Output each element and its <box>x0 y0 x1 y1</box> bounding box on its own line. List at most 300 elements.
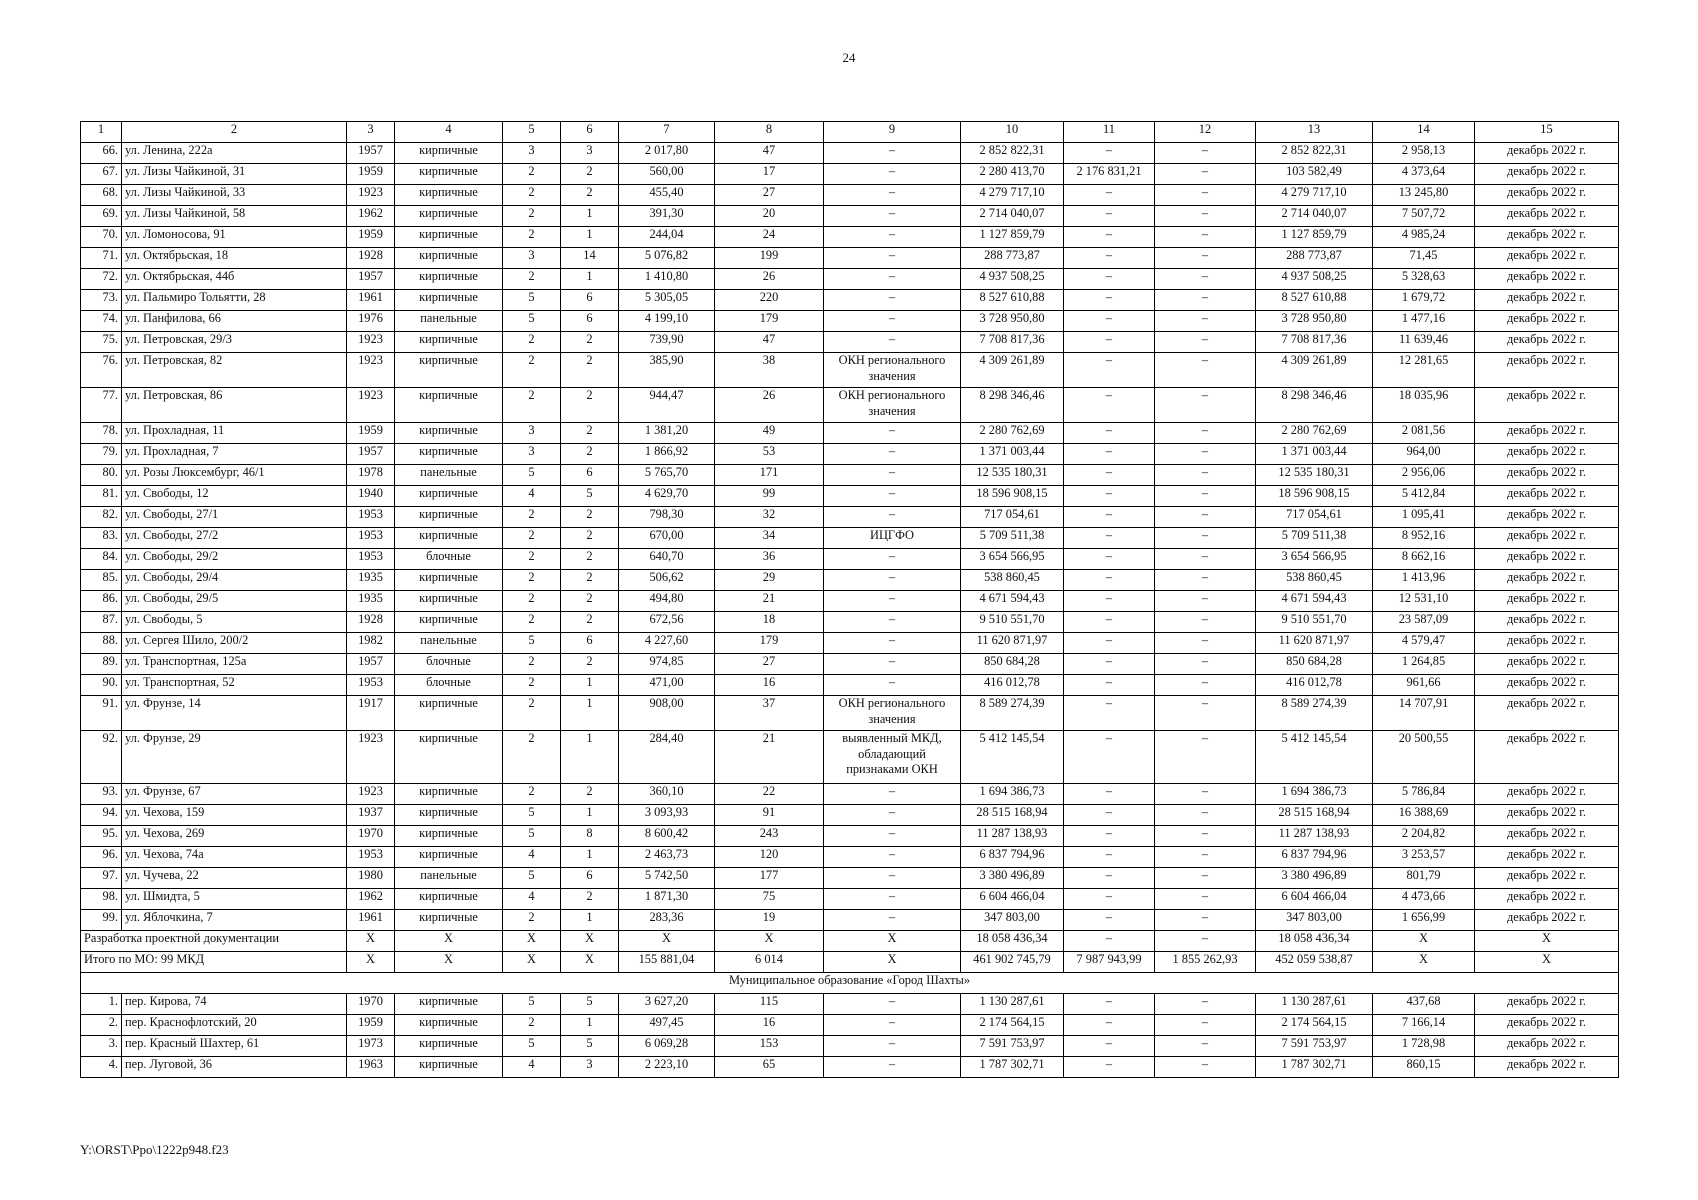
cell-f: 2 <box>503 185 561 206</box>
cell-date: декабрь 2022 г. <box>1475 507 1619 528</box>
cell-c14: 5 412,84 <box>1373 486 1475 507</box>
cell-addr: ул. Петровская, 86 <box>122 388 347 423</box>
table-row <box>81 570 1619 591</box>
cell-year: 1957 <box>347 269 395 290</box>
cell-c12: – <box>1155 633 1256 654</box>
cell-year: 1953 <box>347 847 395 868</box>
column-header: 3 <box>347 122 395 143</box>
cell-c15: Х <box>1475 952 1619 973</box>
cell-c11: – <box>1064 910 1155 931</box>
cell-cost: 4 279 717,10 <box>961 185 1064 206</box>
cell-c13: 7 708 817,36 <box>1256 332 1373 353</box>
file-path-footer: Y:\ORST\Ppo\1222p948.f23 <box>80 1142 229 1157</box>
cell-mat: кирпичные <box>395 143 503 164</box>
cell-c9: Х <box>824 952 961 973</box>
cell-cost: 4 937 508,25 <box>961 269 1064 290</box>
cell-addr: ул. Чехова, 159 <box>122 805 347 826</box>
cell-c5: Х <box>503 952 561 973</box>
cell-e: 3 <box>561 1057 619 1078</box>
cell-note: – <box>824 549 961 570</box>
cell-c14: 12 531,10 <box>1373 591 1475 612</box>
cell-c13: 5 709 511,38 <box>1256 528 1373 549</box>
cell-c7: 155 881,04 <box>619 952 715 973</box>
cell-res: 19 <box>715 910 824 931</box>
cell-c12: – <box>1155 591 1256 612</box>
cell-area: 3 093,93 <box>619 805 715 826</box>
cell-mat: кирпичные <box>395 206 503 227</box>
table-row <box>81 1015 1619 1036</box>
cell-res: 29 <box>715 570 824 591</box>
cell-year: 1963 <box>347 1057 395 1078</box>
cell-area: 908,00 <box>619 696 715 731</box>
cell-mat: кирпичные <box>395 486 503 507</box>
cell-n: 93. <box>81 784 122 805</box>
cell-date: декабрь 2022 г. <box>1475 696 1619 731</box>
cell-n: 2. <box>81 1015 122 1036</box>
cell-c14: 71,45 <box>1373 248 1475 269</box>
cell-n: 89. <box>81 654 122 675</box>
cell-year: 1953 <box>347 549 395 570</box>
cell-year: 1978 <box>347 465 395 486</box>
cell-cost: 6 604 466,04 <box>961 889 1064 910</box>
cell-c12: – <box>1155 570 1256 591</box>
cell-e: 5 <box>561 1036 619 1057</box>
cell-date: декабрь 2022 г. <box>1475 227 1619 248</box>
cell-c11: – <box>1064 889 1155 910</box>
cell-f: 5 <box>503 868 561 889</box>
cell-c12: 1 855 262,93 <box>1155 952 1256 973</box>
cell-c8: Х <box>715 931 824 952</box>
cell-addr: ул. Лизы Чайкиной, 31 <box>122 164 347 185</box>
cell-cost: 416 012,78 <box>961 675 1064 696</box>
cell-n: 3. <box>81 1036 122 1057</box>
cell-c14: 2 204,82 <box>1373 826 1475 847</box>
cell-addr: ул. Октябрьская, 44б <box>122 269 347 290</box>
cell-year: 1976 <box>347 311 395 332</box>
cell-note: – <box>824 311 961 332</box>
cell-mat: кирпичные <box>395 1057 503 1078</box>
cell-f: 5 <box>503 465 561 486</box>
cell-addr: ул. Ленина, 222а <box>122 143 347 164</box>
cell-date: декабрь 2022 г. <box>1475 889 1619 910</box>
table-body <box>81 122 1619 1078</box>
cell-c11: – <box>1064 654 1155 675</box>
cell-addr: ул. Лизы Чайкиной, 58 <box>122 206 347 227</box>
cell-area: 360,10 <box>619 784 715 805</box>
cell-date: декабрь 2022 г. <box>1475 185 1619 206</box>
cell-n: 69. <box>81 206 122 227</box>
cell-date: декабрь 2022 г. <box>1475 269 1619 290</box>
cell-e: 6 <box>561 311 619 332</box>
cell-c11: – <box>1064 269 1155 290</box>
cell-note: – <box>824 1036 961 1057</box>
cell-f: 2 <box>503 507 561 528</box>
cell-c11: – <box>1064 311 1155 332</box>
cell-note: – <box>824 465 961 486</box>
cell-c14: 1 656,99 <box>1373 910 1475 931</box>
cell-addr: ул. Фрунзе, 67 <box>122 784 347 805</box>
cell-addr: ул. Петровская, 82 <box>122 353 347 388</box>
cell-area: 672,56 <box>619 612 715 633</box>
cell-c13: 11 620 871,97 <box>1256 633 1373 654</box>
cell-date: декабрь 2022 г. <box>1475 784 1619 805</box>
cell-date: декабрь 2022 г. <box>1475 388 1619 423</box>
cell-cost: 12 535 180,31 <box>961 465 1064 486</box>
cell-c13: 5 412 145,54 <box>1256 731 1373 784</box>
cell-cost: 4 309 261,89 <box>961 353 1064 388</box>
cell-c11: – <box>1064 570 1155 591</box>
cell-res: 24 <box>715 227 824 248</box>
cell-addr: ул. Прохладная, 11 <box>122 423 347 444</box>
cell-e: 8 <box>561 826 619 847</box>
table-row <box>81 290 1619 311</box>
cell-c4: Х <box>395 931 503 952</box>
table-row <box>81 332 1619 353</box>
cell-date: декабрь 2022 г. <box>1475 528 1619 549</box>
cell-area: 3 627,20 <box>619 994 715 1015</box>
cell-e: 3 <box>561 143 619 164</box>
cell-c14: 7 507,72 <box>1373 206 1475 227</box>
cell-c13: 4 671 594,43 <box>1256 591 1373 612</box>
cell-area: 4 629,70 <box>619 486 715 507</box>
cell-c13: 6 604 466,04 <box>1256 889 1373 910</box>
cell-date: декабрь 2022 г. <box>1475 633 1619 654</box>
cell-e: 1 <box>561 675 619 696</box>
cell-c11: 7 987 943,99 <box>1064 952 1155 973</box>
cell-c12: – <box>1155 353 1256 388</box>
cell-year: 1961 <box>347 290 395 311</box>
cell-c11: – <box>1064 290 1155 311</box>
cell-e: 1 <box>561 847 619 868</box>
cell-cost: 2 174 564,15 <box>961 1015 1064 1036</box>
cell-mat: кирпичные <box>395 591 503 612</box>
cell-c13: 28 515 168,94 <box>1256 805 1373 826</box>
cell-f: 2 <box>503 731 561 784</box>
cell-mat: кирпичные <box>395 269 503 290</box>
table-row <box>81 868 1619 889</box>
cell-res: 153 <box>715 1036 824 1057</box>
cell-date: декабрь 2022 г. <box>1475 1057 1619 1078</box>
cell-date: декабрь 2022 г. <box>1475 486 1619 507</box>
cell-res: 16 <box>715 675 824 696</box>
cell-c13: 12 535 180,31 <box>1256 465 1373 486</box>
cell-addr: ул. Чехова, 74а <box>122 847 347 868</box>
cell-res: 37 <box>715 696 824 731</box>
cell-c14: 1 095,41 <box>1373 507 1475 528</box>
cell-e: 1 <box>561 227 619 248</box>
cell-mat: кирпичные <box>395 696 503 731</box>
cell-f: 3 <box>503 444 561 465</box>
cell-c7: Х <box>619 931 715 952</box>
cell-c12: – <box>1155 910 1256 931</box>
table-row <box>81 1036 1619 1057</box>
cell-cost: 3 728 950,80 <box>961 311 1064 332</box>
cell-res: 22 <box>715 784 824 805</box>
cell-year: 1953 <box>347 675 395 696</box>
cell-date: декабрь 2022 г. <box>1475 465 1619 486</box>
cell-area: 5 742,50 <box>619 868 715 889</box>
cell-note: – <box>824 591 961 612</box>
cell-mat: кирпичные <box>395 507 503 528</box>
cell-c14: 14 707,91 <box>1373 696 1475 731</box>
cell-area: 4 199,10 <box>619 311 715 332</box>
cell-f: 2 <box>503 910 561 931</box>
cell-c11: – <box>1064 675 1155 696</box>
cell-year: 1923 <box>347 332 395 353</box>
cell-c14: 860,15 <box>1373 1057 1475 1078</box>
cell-date: декабрь 2022 г. <box>1475 332 1619 353</box>
cell-date: декабрь 2022 г. <box>1475 311 1619 332</box>
cell-e: 1 <box>561 269 619 290</box>
cell-e: 6 <box>561 290 619 311</box>
cell-cost: 1 127 859,79 <box>961 227 1064 248</box>
cell-n: 68. <box>81 185 122 206</box>
cell-c12: – <box>1155 931 1256 952</box>
cell-note: – <box>824 248 961 269</box>
column-header: 2 <box>122 122 347 143</box>
cell-c13: 1 130 287,61 <box>1256 994 1373 1015</box>
cell-f: 3 <box>503 248 561 269</box>
cell-c12: – <box>1155 696 1256 731</box>
cell-c14: Х <box>1373 952 1475 973</box>
cell-c13: 538 860,45 <box>1256 570 1373 591</box>
cell-c12: – <box>1155 486 1256 507</box>
cell-e: 5 <box>561 994 619 1015</box>
cell-addr: ул. Чехова, 269 <box>122 826 347 847</box>
cell-addr: ул. Свободы, 5 <box>122 612 347 633</box>
cell-f: 2 <box>503 549 561 570</box>
cell-n: 78. <box>81 423 122 444</box>
cell-n: 81. <box>81 486 122 507</box>
cell-addr: ул. Фрунзе, 14 <box>122 696 347 731</box>
column-header: 14 <box>1373 122 1475 143</box>
cell-addr: пер. Красный Шахтер, 61 <box>122 1036 347 1057</box>
table-row <box>81 633 1619 654</box>
cell-note: – <box>824 1057 961 1078</box>
cell-c11: – <box>1064 332 1155 353</box>
cell-res: 220 <box>715 290 824 311</box>
cell-note: ОКН регионального значения <box>824 388 961 423</box>
cell-n: 85. <box>81 570 122 591</box>
cell-c13: 1 694 386,73 <box>1256 784 1373 805</box>
cell-res: 99 <box>715 486 824 507</box>
cell-c11: – <box>1064 868 1155 889</box>
cell-c3: Х <box>347 931 395 952</box>
cell-addr: ул. Свободы, 29/5 <box>122 591 347 612</box>
cell-f: 4 <box>503 847 561 868</box>
cell-c9: Х <box>824 931 961 952</box>
cell-c13: 288 773,87 <box>1256 248 1373 269</box>
cell-date: декабрь 2022 г. <box>1475 444 1619 465</box>
table-row <box>81 507 1619 528</box>
cell-mat: кирпичные <box>395 185 503 206</box>
table-row <box>81 910 1619 931</box>
cell-c11: – <box>1064 784 1155 805</box>
cell-c13: 2 174 564,15 <box>1256 1015 1373 1036</box>
cell-res: 18 <box>715 612 824 633</box>
cell-note: – <box>824 185 961 206</box>
cell-f: 5 <box>503 633 561 654</box>
cell-c14: 8 952,16 <box>1373 528 1475 549</box>
cell-cost: 717 054,61 <box>961 507 1064 528</box>
cell-note: – <box>824 826 961 847</box>
cell-c14: 1 413,96 <box>1373 570 1475 591</box>
cell-mat: кирпичные <box>395 570 503 591</box>
cell-cost: 11 620 871,97 <box>961 633 1064 654</box>
cell-area: 1 381,20 <box>619 423 715 444</box>
cell-note: выявленный МКД, обладающий признаками ОКН <box>824 731 961 784</box>
cell-note: – <box>824 332 961 353</box>
cell-n: 90. <box>81 675 122 696</box>
cell-n: 94. <box>81 805 122 826</box>
section-title: Муниципальное образование «Город Шахты» <box>81 973 1619 994</box>
cell-year: 1923 <box>347 185 395 206</box>
cell-year: 1959 <box>347 227 395 248</box>
cell-year: 1962 <box>347 889 395 910</box>
cell-f: 2 <box>503 784 561 805</box>
cell-n: 72. <box>81 269 122 290</box>
cell-area: 1 871,30 <box>619 889 715 910</box>
cell-n: 82. <box>81 507 122 528</box>
cell-note: ОКН регионального значения <box>824 696 961 731</box>
cell-c11: – <box>1064 388 1155 423</box>
cell-date: декабрь 2022 г. <box>1475 612 1619 633</box>
cell-f: 5 <box>503 826 561 847</box>
cell-c11: 2 176 831,21 <box>1064 164 1155 185</box>
cell-f: 4 <box>503 486 561 507</box>
cell-addr: ул. Шмидта, 5 <box>122 889 347 910</box>
table-row <box>81 206 1619 227</box>
cell-n: 80. <box>81 465 122 486</box>
cell-date: декабрь 2022 г. <box>1475 290 1619 311</box>
cell-year: 1935 <box>347 570 395 591</box>
cell-area: 2 017,80 <box>619 143 715 164</box>
design-row <box>81 931 1619 952</box>
cell-c13: 2 852 822,31 <box>1256 143 1373 164</box>
column-header: 15 <box>1475 122 1619 143</box>
cell-note: – <box>824 805 961 826</box>
cell-f: 2 <box>503 269 561 290</box>
cell-area: 5 305,05 <box>619 290 715 311</box>
cell-addr: ул. Свободы, 27/1 <box>122 507 347 528</box>
cell-note: – <box>824 444 961 465</box>
cell-c11: – <box>1064 1057 1155 1078</box>
cell-addr: ул. Ломоносова, 91 <box>122 227 347 248</box>
cell-area: 455,40 <box>619 185 715 206</box>
cell-area: 2 223,10 <box>619 1057 715 1078</box>
column-header: 9 <box>824 122 961 143</box>
cell-addr: ул. Розы Люксембург, 46/1 <box>122 465 347 486</box>
cell-c12: – <box>1155 290 1256 311</box>
table-row <box>81 269 1619 290</box>
cell-mat: панельные <box>395 633 503 654</box>
table-row <box>81 248 1619 269</box>
cell-year: 1961 <box>347 910 395 931</box>
table-row <box>81 805 1619 826</box>
column-header: 12 <box>1155 122 1256 143</box>
cell-note: – <box>824 910 961 931</box>
cell-c13: 452 059 538,87 <box>1256 952 1373 973</box>
table-row <box>81 675 1619 696</box>
table-row <box>81 528 1619 549</box>
column-header: 5 <box>503 122 561 143</box>
cell-note: – <box>824 423 961 444</box>
cell-year: 1923 <box>347 353 395 388</box>
cell-c12: – <box>1155 423 1256 444</box>
cell-c13: 6 837 794,96 <box>1256 847 1373 868</box>
cell-c12: – <box>1155 994 1256 1015</box>
cell-c14: 18 035,96 <box>1373 388 1475 423</box>
cell-cost: 5 709 511,38 <box>961 528 1064 549</box>
cell-date: декабрь 2022 г. <box>1475 164 1619 185</box>
cell-c14: 437,68 <box>1373 994 1475 1015</box>
cell-c14: 13 245,80 <box>1373 185 1475 206</box>
cell-n: 73. <box>81 290 122 311</box>
cell-c6: Х <box>561 931 619 952</box>
cell-res: 179 <box>715 311 824 332</box>
cell-c12: – <box>1155 227 1256 248</box>
cell-mat: кирпичные <box>395 353 503 388</box>
cell-c11: – <box>1064 805 1155 826</box>
cell-c12: – <box>1155 206 1256 227</box>
cell-res: 177 <box>715 868 824 889</box>
cell-c11: – <box>1064 826 1155 847</box>
cell-date: декабрь 2022 г. <box>1475 549 1619 570</box>
cell-mat: блочные <box>395 654 503 675</box>
cell-n: 79. <box>81 444 122 465</box>
cell-c14: 20 500,55 <box>1373 731 1475 784</box>
cell-f: 2 <box>503 654 561 675</box>
cell-mat: кирпичные <box>395 784 503 805</box>
cell-date: декабрь 2022 г. <box>1475 591 1619 612</box>
cell-mat: кирпичные <box>395 847 503 868</box>
cell-date: декабрь 2022 г. <box>1475 1015 1619 1036</box>
table-row <box>81 612 1619 633</box>
cell-c13: 18 596 908,15 <box>1256 486 1373 507</box>
cell-area: 1 866,92 <box>619 444 715 465</box>
cell-res: 47 <box>715 143 824 164</box>
cell-note: – <box>824 633 961 654</box>
cell-note: ИЦГФО <box>824 528 961 549</box>
cell-note: – <box>824 227 961 248</box>
cell-f: 2 <box>503 353 561 388</box>
cell-c10: 18 058 436,34 <box>961 931 1064 952</box>
cell-c11: – <box>1064 423 1155 444</box>
cell-c5: Х <box>503 931 561 952</box>
cell-note: – <box>824 994 961 1015</box>
cell-c11: – <box>1064 1015 1155 1036</box>
cell-c12: – <box>1155 465 1256 486</box>
cell-area: 494,80 <box>619 591 715 612</box>
cell-year: 1953 <box>347 507 395 528</box>
cell-c12: – <box>1155 826 1256 847</box>
cell-note: – <box>824 486 961 507</box>
cell-year: 1957 <box>347 654 395 675</box>
cell-f: 2 <box>503 696 561 731</box>
cell-c14: 1 477,16 <box>1373 311 1475 332</box>
cell-year: 1962 <box>347 206 395 227</box>
cell-e: 2 <box>561 570 619 591</box>
cell-c11: – <box>1064 528 1155 549</box>
cell-res: 21 <box>715 591 824 612</box>
cell-e: 2 <box>561 889 619 910</box>
cell-mat: кирпичные <box>395 826 503 847</box>
table-row <box>81 227 1619 248</box>
cell-addr: ул. Лизы Чайкиной, 33 <box>122 185 347 206</box>
cell-c13: 11 287 138,93 <box>1256 826 1373 847</box>
cell-c11: – <box>1064 612 1155 633</box>
table-row <box>81 847 1619 868</box>
